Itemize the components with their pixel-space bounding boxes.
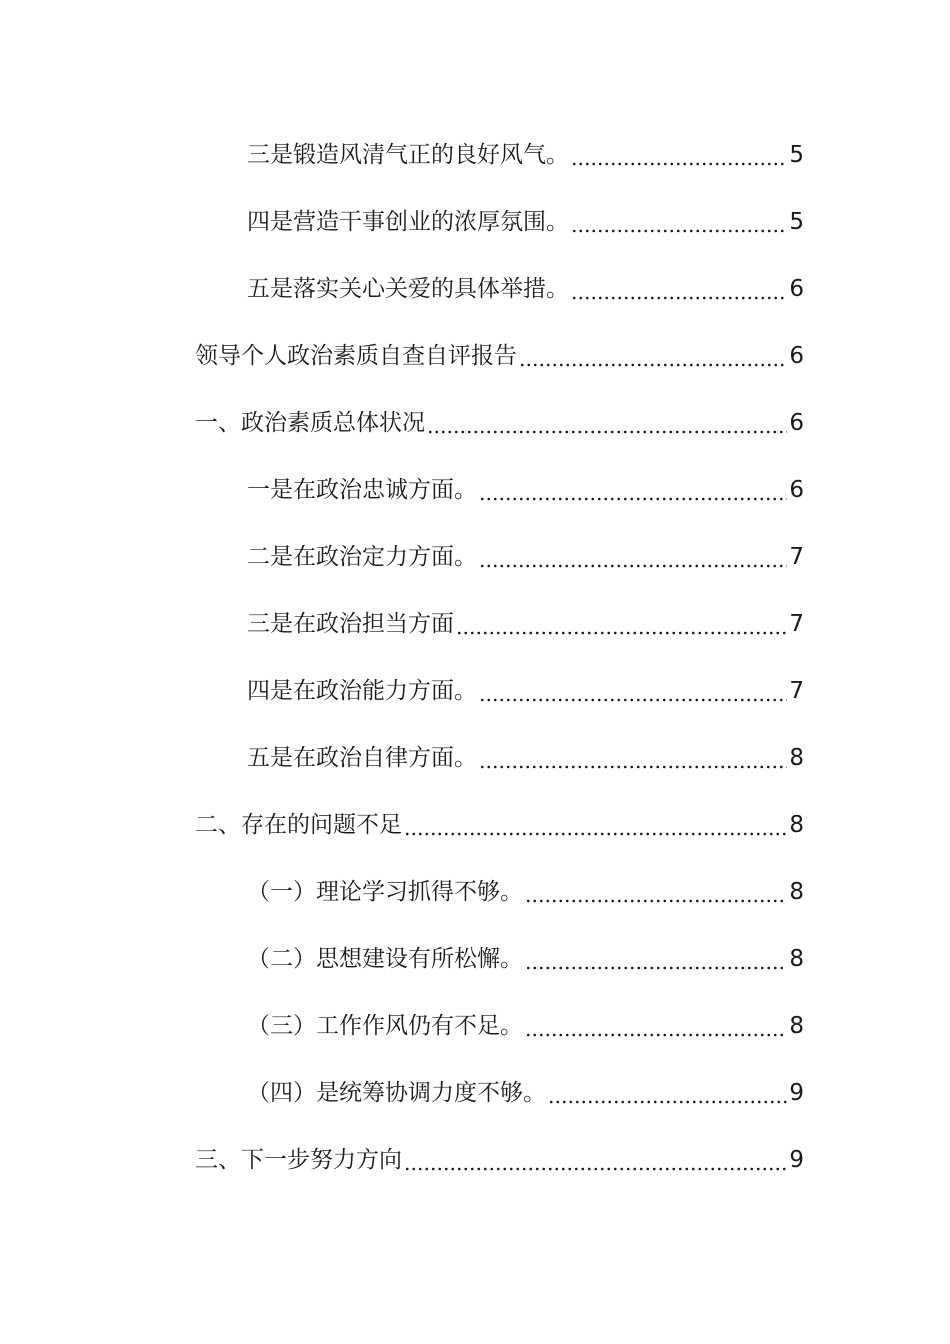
toc-page-number: 9	[789, 1147, 804, 1173]
toc-page-number: 8	[789, 812, 804, 838]
toc-page-number: 8	[789, 946, 804, 972]
toc-entry[interactable]	[247, 264, 804, 304]
toc-entry-title: （三）工作作风仍有不足。	[247, 1013, 523, 1039]
toc-entry[interactable]	[247, 130, 804, 170]
toc-entry-title: 三是在政治担当方面	[247, 611, 454, 637]
toc-entry[interactable]	[195, 398, 804, 438]
toc-entry-title: 二是在政治定力方面。	[247, 544, 477, 570]
toc-entry-title: 五是落实关心关爱的具体举措。	[247, 276, 569, 302]
toc-entry-title: 四是营造干事创业的浓厚氛围。	[247, 209, 569, 235]
toc-dot-leader	[404, 810, 787, 840]
toc-entry-title: 一、政治素质总体状况	[195, 410, 425, 436]
toc-entry[interactable]	[247, 733, 804, 773]
toc-entry[interactable]	[247, 599, 804, 639]
toc-page-number: 8	[789, 879, 804, 905]
toc-dot-leader	[525, 944, 787, 974]
toc-dot-leader	[479, 542, 787, 572]
toc-entry[interactable]	[195, 800, 804, 840]
toc-entry[interactable]	[247, 666, 804, 706]
toc-page-number: 8	[789, 1013, 804, 1039]
toc-page-number: 7	[789, 611, 804, 637]
toc-entry[interactable]	[247, 532, 804, 572]
toc-dot-leader	[571, 274, 787, 304]
toc-page-number: 5	[789, 209, 804, 235]
toc-dot-leader	[479, 475, 787, 505]
toc-page-number: 7	[789, 678, 804, 704]
toc-entry-title: 二、存在的问题不足	[195, 812, 402, 838]
toc-dot-leader	[456, 609, 787, 639]
toc-entry[interactable]	[247, 197, 804, 237]
toc-page-number: 6	[789, 276, 804, 302]
toc-dot-leader	[479, 743, 787, 773]
toc-entry-title: （四）是统筹协调力度不够。	[247, 1080, 546, 1106]
toc-entry[interactable]	[247, 934, 804, 974]
toc-entry-title: 四是在政治能力方面。	[247, 678, 477, 704]
toc-entry-title: 领导个人政治素质自查自评报告	[195, 343, 517, 369]
toc-entry-title: 三是锻造风清气正的良好风气。	[247, 142, 569, 168]
toc-dot-leader	[571, 140, 787, 170]
toc-page-number: 9	[789, 1080, 804, 1106]
toc-page-number: 6	[789, 343, 804, 369]
toc-dot-leader	[479, 676, 787, 706]
toc-entry[interactable]	[247, 1001, 804, 1041]
toc-entry-title: （二）思想建设有所松懈。	[247, 946, 523, 972]
toc-entry[interactable]	[247, 465, 804, 505]
toc-entry-title: 五是在政治自律方面。	[247, 745, 477, 771]
toc-entry[interactable]	[195, 1135, 804, 1175]
toc-entry-title: （一）理论学习抓得不够。	[247, 879, 523, 905]
toc-dot-leader	[525, 1011, 787, 1041]
toc-entry[interactable]	[195, 331, 804, 371]
toc-page-number: 7	[789, 544, 804, 570]
toc-page-number: 6	[789, 477, 804, 503]
toc-page-number: 8	[789, 745, 804, 771]
toc-dot-leader	[548, 1078, 787, 1108]
toc-dot-leader	[519, 341, 787, 371]
toc-entry-title: 三、下一步努力方向	[195, 1147, 402, 1173]
toc-page-number: 5	[789, 142, 804, 168]
toc-dot-leader	[427, 408, 787, 438]
toc-dot-leader	[404, 1145, 787, 1175]
toc-dot-leader	[525, 877, 787, 907]
toc-entry[interactable]	[247, 1068, 804, 1108]
toc-entry[interactable]	[247, 867, 804, 907]
toc-page-number: 6	[789, 410, 804, 436]
toc-entry-title: 一是在政治忠诚方面。	[247, 477, 477, 503]
toc-dot-leader	[571, 207, 787, 237]
